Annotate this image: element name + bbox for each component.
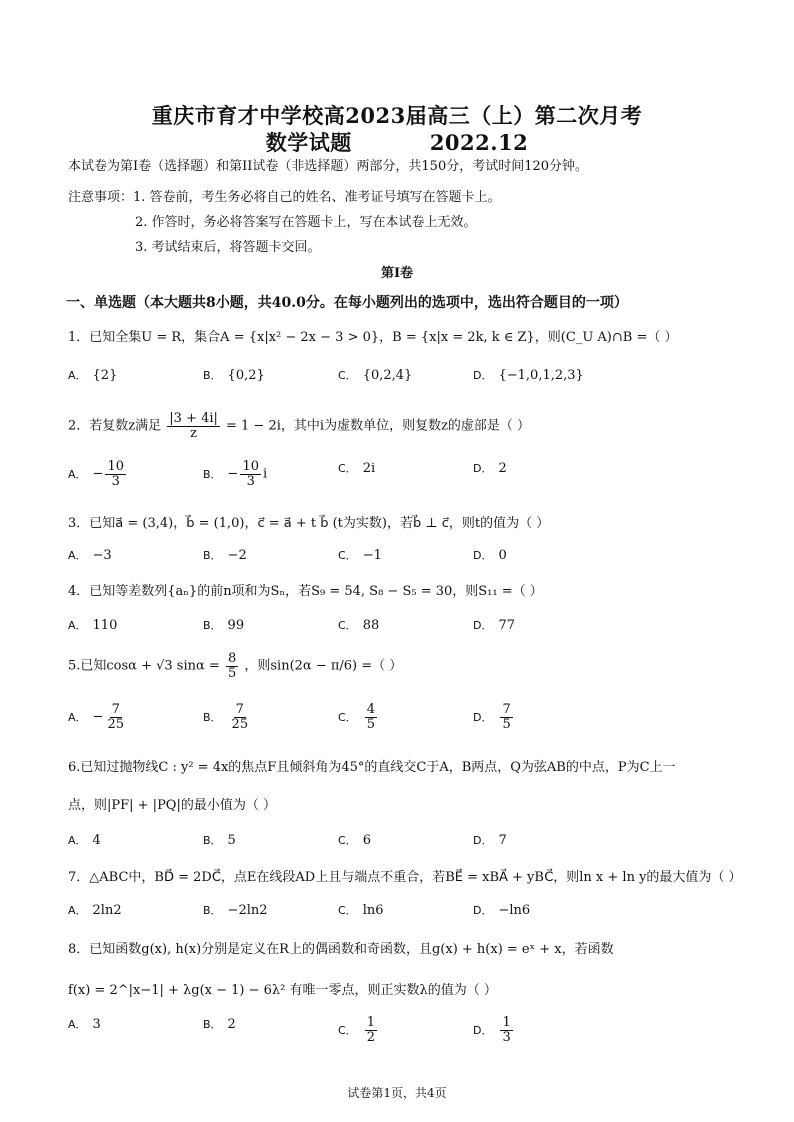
option-text: 0 bbox=[498, 548, 507, 563]
fraction-denominator: 3 bbox=[246, 473, 255, 489]
fraction-numerator: 4 bbox=[366, 702, 375, 717]
option-label: A． bbox=[68, 549, 87, 562]
option-fraction bbox=[500, 1016, 512, 1044]
option-label: C． bbox=[338, 1023, 357, 1037]
option-text: 2 bbox=[227, 1017, 236, 1032]
fraction-numerator: 7 bbox=[111, 702, 120, 717]
option-label: A． bbox=[68, 904, 87, 917]
option-text: 77 bbox=[498, 618, 516, 633]
option-c bbox=[338, 367, 412, 383]
question-2-fraction bbox=[167, 412, 220, 440]
option-b bbox=[203, 547, 247, 563]
option-text: 3 bbox=[92, 1017, 101, 1032]
fraction-denominator: 2 bbox=[366, 1029, 375, 1045]
option-text: 2 bbox=[498, 461, 507, 476]
option-label: A． bbox=[68, 710, 87, 724]
question-4-stem: 4．已知等差数列{aₙ}的前n项和为Sₙ，若S₉ = 54, S₈ − S₅ = 30，则S₁₁ =（ ） bbox=[68, 584, 543, 599]
option-text: −2ln2 bbox=[227, 903, 268, 918]
fraction-numerator: 7 bbox=[235, 702, 244, 717]
option-text: ln6 bbox=[362, 903, 384, 918]
option-sign: − bbox=[92, 466, 104, 482]
fraction-denominator: 3 bbox=[111, 473, 120, 489]
option-label: D． bbox=[473, 1023, 493, 1037]
option-c bbox=[338, 1016, 379, 1044]
question-6-stem: 6.已知过抛物线C : y² = 4x的焦点F且倾斜角为45°的直线交C于A，B两点，Q为弦AB的中点，P为C上一 bbox=[68, 760, 676, 775]
option-c bbox=[338, 547, 382, 563]
option-label: A． bbox=[68, 467, 87, 481]
option-text: {−1,0,1,2,3} bbox=[498, 368, 584, 383]
option-label: D． bbox=[473, 462, 493, 475]
option-label: C． bbox=[338, 904, 357, 917]
option-label: B． bbox=[203, 904, 222, 917]
note-3: 3. 考试结束后，将答题卡交回。 bbox=[135, 240, 321, 255]
option-label: D． bbox=[473, 904, 493, 917]
note-1: 注意事项：1. 答卷前，考生务必将自己的姓名、准考证号填写在答题卡上。 bbox=[68, 190, 501, 205]
option-label: A． bbox=[68, 619, 87, 632]
option-text: 6 bbox=[362, 833, 371, 848]
fraction-numerator: 1 bbox=[366, 1015, 375, 1030]
option-text: 2i bbox=[362, 461, 376, 476]
option-a bbox=[68, 367, 117, 383]
question-1-stem: 1．已知全集U = R，集合A = {x|x² − 2x − 3 > 0}，B = {x|x = 2k, k ∈ Z}，则(C_U A)∩B =（ ） bbox=[68, 330, 678, 345]
fraction-numerator: 7 bbox=[502, 702, 511, 717]
question-5-fraction bbox=[226, 652, 238, 680]
option-label: C． bbox=[338, 710, 357, 724]
option-fraction bbox=[105, 460, 126, 488]
question-2-stem-post: = 1 − 2i，其中i为虚数单位，则复数z的虚部是（ ） bbox=[226, 418, 531, 434]
option-label: B． bbox=[203, 1018, 222, 1031]
fraction-numerator: |3 + 4i| bbox=[169, 411, 218, 426]
option-label: B． bbox=[203, 369, 222, 382]
option-tail: i bbox=[263, 466, 268, 482]
option-b bbox=[203, 617, 244, 633]
exam-title: 重庆市育才中学校高2023届高三（上）第二次月考 bbox=[151, 103, 643, 128]
question-5-stem-post: ，则sin(2α − π/6) =（ ） bbox=[244, 658, 403, 674]
option-label: B． bbox=[203, 467, 222, 481]
option-b bbox=[203, 1016, 236, 1032]
option-label: B． bbox=[203, 619, 222, 632]
option-label: C． bbox=[338, 369, 357, 382]
option-text: 2ln2 bbox=[92, 903, 122, 918]
option-fraction bbox=[230, 703, 251, 731]
question-8-stem-cont: f(x) = 2^|x−1| + λg(x − 1) − 6λ² 有唯一零点，则正实数λ的值为（ ） bbox=[68, 983, 497, 998]
option-text: {0,2,4} bbox=[362, 368, 413, 383]
fraction-numerator: 10 bbox=[242, 459, 259, 474]
option-text: 7 bbox=[498, 833, 507, 848]
fraction-denominator: 25 bbox=[107, 716, 124, 732]
option-text: −ln6 bbox=[498, 903, 531, 918]
option-d bbox=[473, 902, 530, 918]
option-label: C． bbox=[338, 834, 357, 847]
option-b bbox=[203, 832, 236, 848]
option-label: D． bbox=[473, 619, 493, 632]
fraction-denominator: z bbox=[190, 425, 197, 441]
option-text: {0,2} bbox=[227, 368, 265, 383]
option-a bbox=[68, 902, 122, 918]
option-sign: − bbox=[227, 466, 239, 482]
option-b bbox=[203, 367, 265, 383]
question-5-stem bbox=[68, 652, 402, 680]
option-label: D． bbox=[473, 369, 493, 382]
option-fraction bbox=[365, 703, 377, 731]
option-fraction bbox=[105, 703, 126, 731]
option-c bbox=[338, 832, 371, 848]
option-a bbox=[68, 617, 117, 633]
option-d bbox=[473, 832, 507, 848]
option-a bbox=[68, 832, 101, 848]
option-d bbox=[473, 547, 507, 563]
option-fraction bbox=[365, 1016, 377, 1044]
question-2-stem-pre: 2．若复数z满足 bbox=[68, 418, 162, 434]
option-label: A． bbox=[68, 369, 87, 382]
option-text: 110 bbox=[92, 618, 118, 633]
option-a bbox=[68, 703, 128, 731]
option-label: B． bbox=[203, 710, 222, 724]
option-text: 88 bbox=[362, 618, 380, 633]
option-b bbox=[203, 460, 267, 488]
option-fraction bbox=[240, 460, 261, 488]
question-7-stem: 7．△ABC中，BD⃗ = 2DC⃗，点E在线段AD上且与端点不重合，若BE⃗ = xBA⃗ + yBC⃗，则ln x + ln y的最大值为（ ） bbox=[68, 870, 742, 885]
option-label: D． bbox=[473, 710, 493, 724]
option-d bbox=[473, 460, 507, 476]
option-sign: − bbox=[92, 709, 104, 725]
option-a bbox=[68, 547, 112, 563]
option-label: C． bbox=[338, 549, 357, 562]
option-label: C． bbox=[338, 462, 357, 475]
option-d bbox=[473, 703, 515, 731]
fraction-denominator: 3 bbox=[502, 1029, 511, 1045]
option-c bbox=[338, 617, 379, 633]
option-text: 4 bbox=[92, 833, 101, 848]
note-2: 2. 作答时，务必将答案写在答题卡上，写在本试卷上无效。 bbox=[135, 215, 477, 230]
page-footer: 试卷第1页，共4页 bbox=[347, 1086, 447, 1100]
option-label: D． bbox=[473, 549, 493, 562]
option-a bbox=[68, 460, 128, 488]
option-label: B． bbox=[203, 549, 222, 562]
fraction-numerator: 1 bbox=[502, 1015, 511, 1030]
option-text: −2 bbox=[227, 548, 247, 563]
option-a bbox=[68, 1016, 101, 1032]
option-text: −1 bbox=[362, 548, 382, 563]
fraction-numerator: 10 bbox=[107, 459, 124, 474]
option-c bbox=[338, 902, 384, 918]
option-text: −3 bbox=[92, 548, 112, 563]
option-d bbox=[473, 1016, 515, 1044]
option-label: A． bbox=[68, 1018, 87, 1031]
option-c bbox=[338, 703, 379, 731]
option-text: {2} bbox=[92, 368, 118, 383]
option-c bbox=[338, 460, 375, 476]
fraction-denominator: 5 bbox=[502, 716, 511, 732]
fraction-denominator: 25 bbox=[231, 716, 249, 732]
question-8-stem: 8．已知函数g(x), h(x)分别是定义在R上的偶函数和奇函数，且g(x) + h(x) = eˣ + x，若函数 bbox=[68, 942, 614, 957]
exam-intro: 本试卷为第I卷（选择题）和第II试卷（非选择题）两部分，共150分，考试时间120分钟。 bbox=[68, 159, 589, 174]
question-2-stem bbox=[68, 412, 530, 440]
option-text: 5 bbox=[227, 833, 236, 848]
fraction-denominator: 5 bbox=[227, 665, 237, 681]
fraction-denominator: 5 bbox=[366, 716, 375, 732]
question-6-stem-cont: 点，则|PF| + |PQ|的最小值为（ ） bbox=[68, 798, 276, 813]
option-label: B． bbox=[203, 834, 222, 847]
option-label: D． bbox=[473, 834, 493, 847]
option-b bbox=[203, 902, 268, 918]
option-text: 99 bbox=[227, 618, 245, 633]
part-title: 第I卷 bbox=[380, 266, 414, 281]
option-label: A． bbox=[68, 834, 87, 847]
fraction-numerator: 8 bbox=[227, 651, 237, 666]
option-d bbox=[473, 367, 584, 383]
question-5-stem-pre: 5.已知cosα + √3 sinα = bbox=[68, 658, 220, 674]
option-fraction bbox=[500, 703, 512, 731]
section-title: 一、单选题（本大题共8小题，共40.0分。在每小题列出的选项中，选出符合题目的一项） bbox=[66, 295, 628, 311]
option-label: C． bbox=[338, 619, 357, 632]
option-b bbox=[203, 703, 252, 731]
option-d bbox=[473, 617, 515, 633]
question-3-stem: 3．已知a⃗ = (3,4)，b⃗ = (1,0)，c⃗ = a⃗ + t b⃗ (t为实数)，若b⃗ ⊥ c⃗，则t的值为（ ） bbox=[68, 516, 550, 531]
exam-subtitle: 数学试题 2022.12 bbox=[265, 130, 529, 155]
